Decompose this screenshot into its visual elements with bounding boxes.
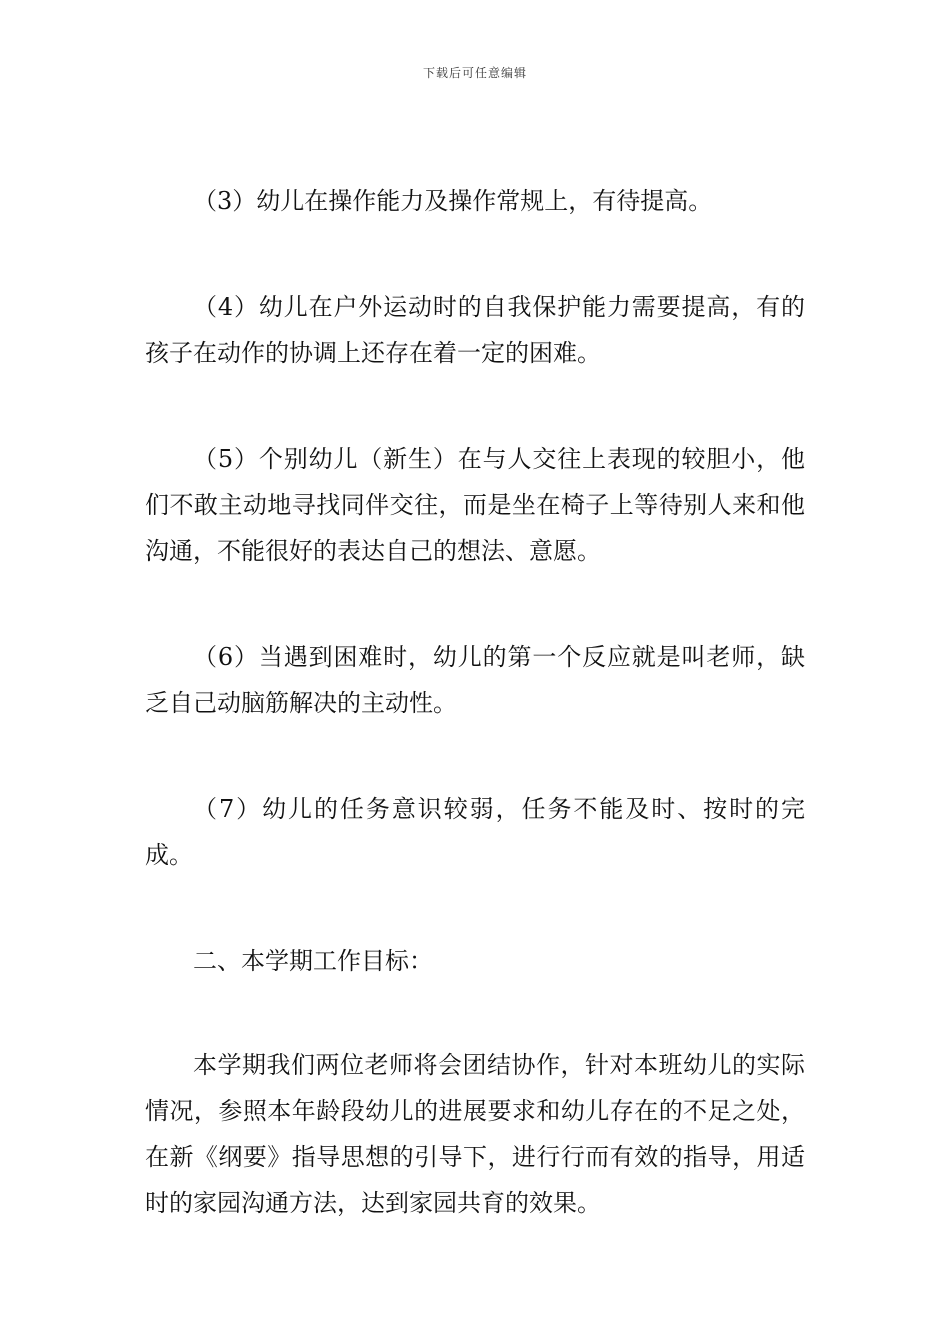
paragraph-item-7: （7）幼儿的任务意识较弱，任务不能及时、按时的完成。 — [145, 795, 805, 869]
paragraph-goals-body: 本学期我们两位老师将会团结协作，针对本班幼儿的实际情况，参照本年龄段幼儿的进展要求和幼儿存在的不足之处，在新《纲要》指导思想的引导下，进行行而有效的指导，用适时的家园沟通方法，达到家园共育的效果。 — [145, 1051, 805, 1217]
document-body — [145, 178, 805, 1286]
paragraph-item-5: （5）个别幼儿（新生）在与人交往上表现的较胆小，他们不敢主动地寻找同伴交往，而是坐在椅子上等待别人来和他沟通，不能很好的表达自己的想法、意愿。 — [145, 445, 805, 565]
page-header-note: 下载后可任意编辑 — [422, 66, 527, 80]
paragraph-item-6: （6）当遇到困难时，幼儿的第一个反应就是叫老师，缺乏自己动脑筋解决的主动性。 — [145, 643, 805, 717]
paragraph-item-4: （4）幼儿在户外运动时的自我保护能力需要提高，有的孩子在动作的协调上还存在着一定的困难。 — [145, 293, 805, 367]
paragraph-item-3: （3）幼儿在操作能力及操作常规上，有待提高。 — [193, 187, 713, 215]
section-heading-goals: 二、本学期工作目标： — [193, 947, 433, 975]
